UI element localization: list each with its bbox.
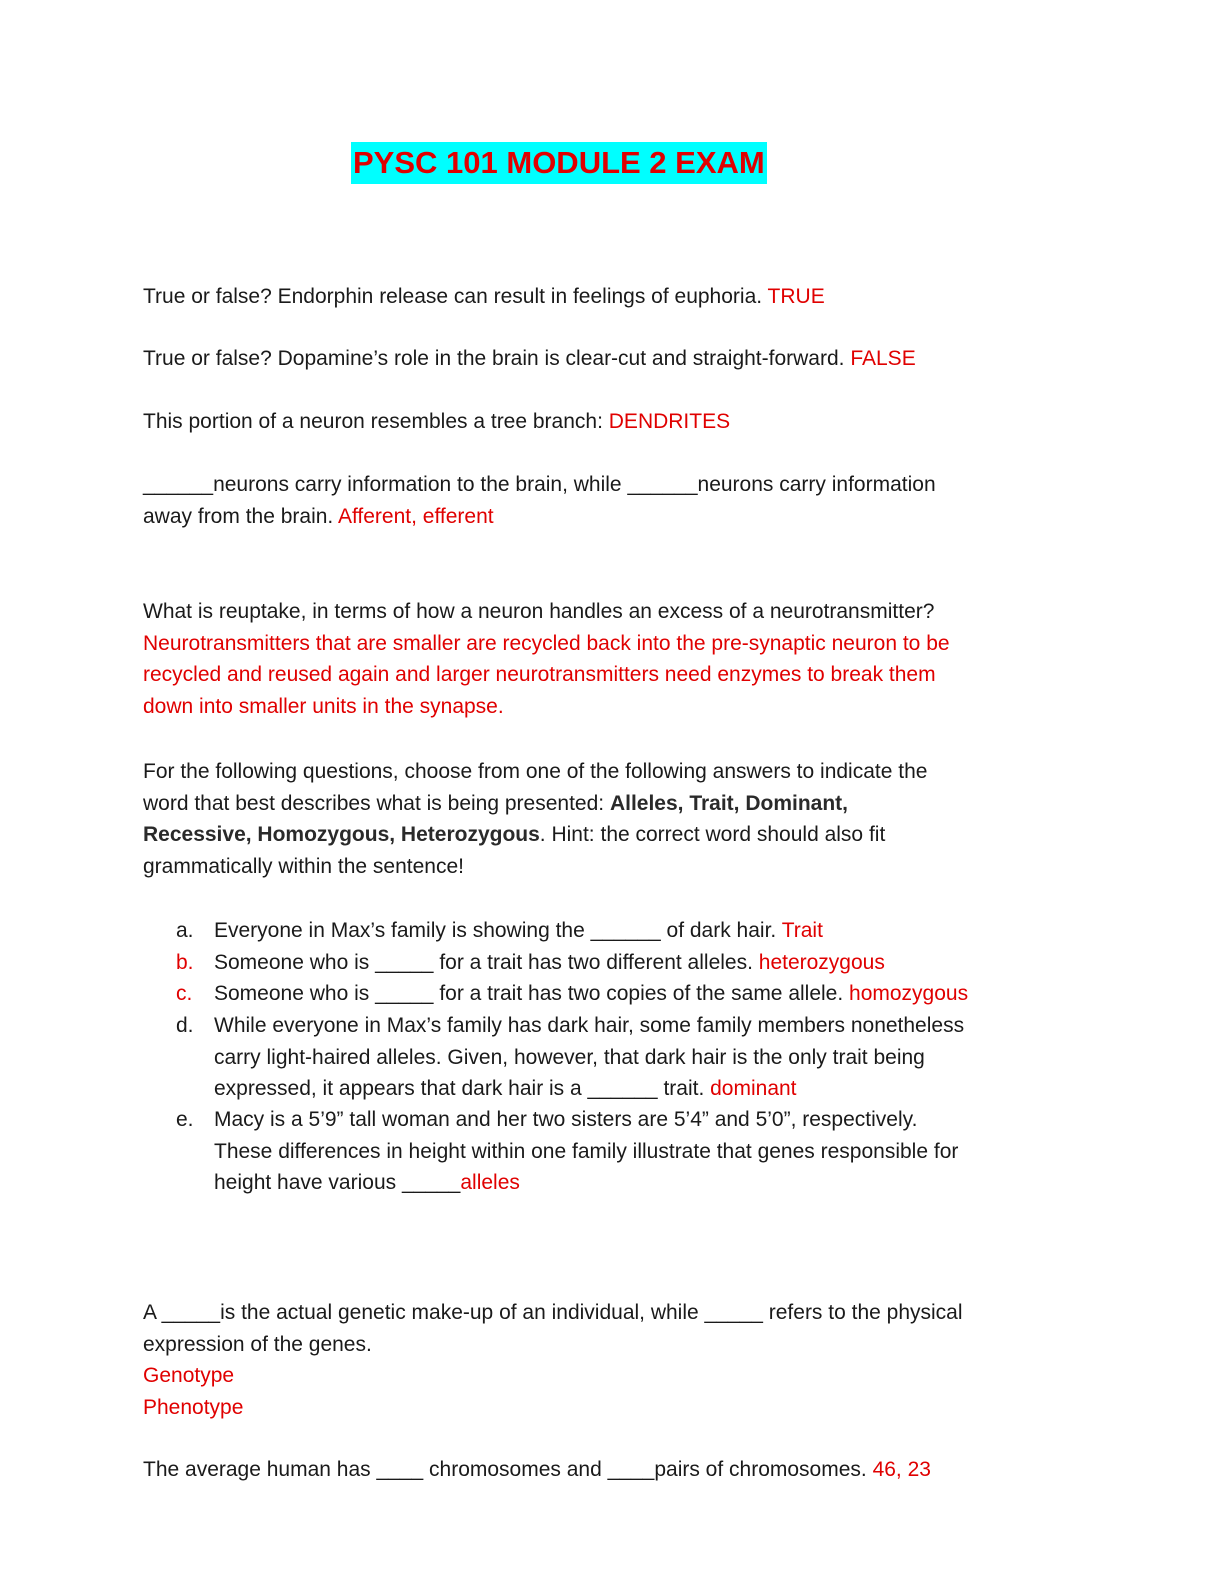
answer-text: heterozygous bbox=[758, 951, 885, 974]
question-line: expression of the genes. bbox=[143, 1332, 372, 1356]
list-item-line: Macy is a 5’9” tall woman and her two sisters are 5’4” and 5’0”, respectively. bbox=[214, 1108, 918, 1131]
list-item-line: These differences in height within one family illustrate that genes responsible for bbox=[214, 1139, 959, 1163]
list-marker: b. bbox=[176, 951, 194, 974]
answer-text: alleles bbox=[460, 1171, 520, 1194]
answer-text: Trait bbox=[781, 919, 823, 942]
question-endorphin bbox=[143, 281, 1078, 313]
question-text: The average human has ____ chromosomes and ____pairs of chromosomes. bbox=[143, 1458, 873, 1481]
question-line: ______neurons carry information to the brain, while ______neurons carry information bbox=[143, 473, 936, 496]
list-item-d bbox=[176, 1010, 1076, 1105]
list-item-e bbox=[176, 1104, 1076, 1199]
question-afferent-efferent bbox=[143, 469, 1078, 532]
question-chromosomes bbox=[143, 1454, 1078, 1486]
list-marker: c. bbox=[176, 982, 193, 1005]
question-reuptake bbox=[143, 596, 1078, 722]
list-item-line: height have various _____ bbox=[214, 1171, 461, 1194]
instructions-paragraph bbox=[143, 756, 1078, 882]
list-item-text: Someone who is _____ for a trait has two copies of the same allele. bbox=[214, 982, 850, 1005]
answer-text: homozygous bbox=[849, 982, 969, 1005]
instructions-line: grammatically within the sentence! bbox=[143, 854, 464, 878]
list-item-a bbox=[176, 915, 1076, 947]
instructions-line: word that best describes what is being presented: bbox=[143, 791, 610, 815]
list-item-line: carry light-haired alleles. Given, however, that dark hair is the only trait being bbox=[214, 1045, 925, 1069]
list-marker: d. bbox=[176, 1014, 194, 1037]
question-line: A _____is the actual genetic make-up of an individual, while _____ refers to the physical bbox=[143, 1301, 963, 1324]
answer-line: down into smaller units in the synapse. bbox=[143, 694, 504, 718]
answer-text: TRUE bbox=[767, 285, 825, 308]
list-item-line: expressed, it appears that dark hair is a ______ trait. bbox=[214, 1077, 711, 1100]
page-title: PYSC 101 MODULE 2 EXAM bbox=[351, 142, 767, 184]
question-dendrites bbox=[143, 406, 1078, 438]
list-item-b bbox=[176, 947, 1076, 979]
question-text: True or false? Dopamine’s role in the brain is clear-cut and straight-forward. bbox=[143, 347, 851, 370]
answer-text: 46, 23 bbox=[872, 1458, 931, 1481]
list-item-c bbox=[176, 978, 1076, 1010]
question-text: True or false? Endorphin release can result in feelings of euphoria. bbox=[143, 285, 768, 308]
list-marker: e. bbox=[176, 1108, 194, 1131]
list-item-text: Someone who is _____ for a trait has two different alleles. bbox=[214, 951, 759, 974]
question-line: away from the brain. bbox=[143, 504, 338, 528]
answer-text: Afferent, efferent bbox=[337, 504, 494, 528]
list-item-text: Everyone in Max’s family is showing the ______ of dark hair. bbox=[214, 919, 782, 942]
question-text: What is reuptake, in terms of how a neuron handles an excess of a neurotransmitter? bbox=[143, 600, 935, 623]
answer-text: FALSE bbox=[850, 347, 916, 370]
answer-text: Phenotype bbox=[143, 1395, 244, 1419]
answer-line: recycled and reused again and larger neurotransmitters need enzymes to break them bbox=[143, 663, 936, 686]
question-dopamine bbox=[143, 343, 1078, 375]
question-text: This portion of a neuron resembles a tree branch: bbox=[143, 410, 609, 433]
instructions-line: For the following questions, choose from one of the following answers to indicate the bbox=[143, 760, 928, 783]
answer-choices: Recessive, Homozygous, Heterozygous bbox=[143, 823, 540, 846]
question-genotype-phenotype bbox=[143, 1297, 1078, 1423]
answer-line: Neurotransmitters that are smaller are recycled back into the pre-synaptic neuron to be bbox=[143, 631, 950, 655]
list-marker: a. bbox=[176, 919, 194, 942]
instructions-line: . Hint: the correct word should also fit bbox=[539, 823, 886, 846]
answer-choices: Alleles, Trait, Dominant, bbox=[609, 791, 848, 815]
answer-text: DENDRITES bbox=[608, 410, 731, 433]
list-item-line: While everyone in Max’s family has dark hair, some family members nonetheless bbox=[214, 1014, 965, 1037]
answer-text: dominant bbox=[710, 1077, 797, 1100]
answer-text: Genotype bbox=[143, 1364, 235, 1387]
